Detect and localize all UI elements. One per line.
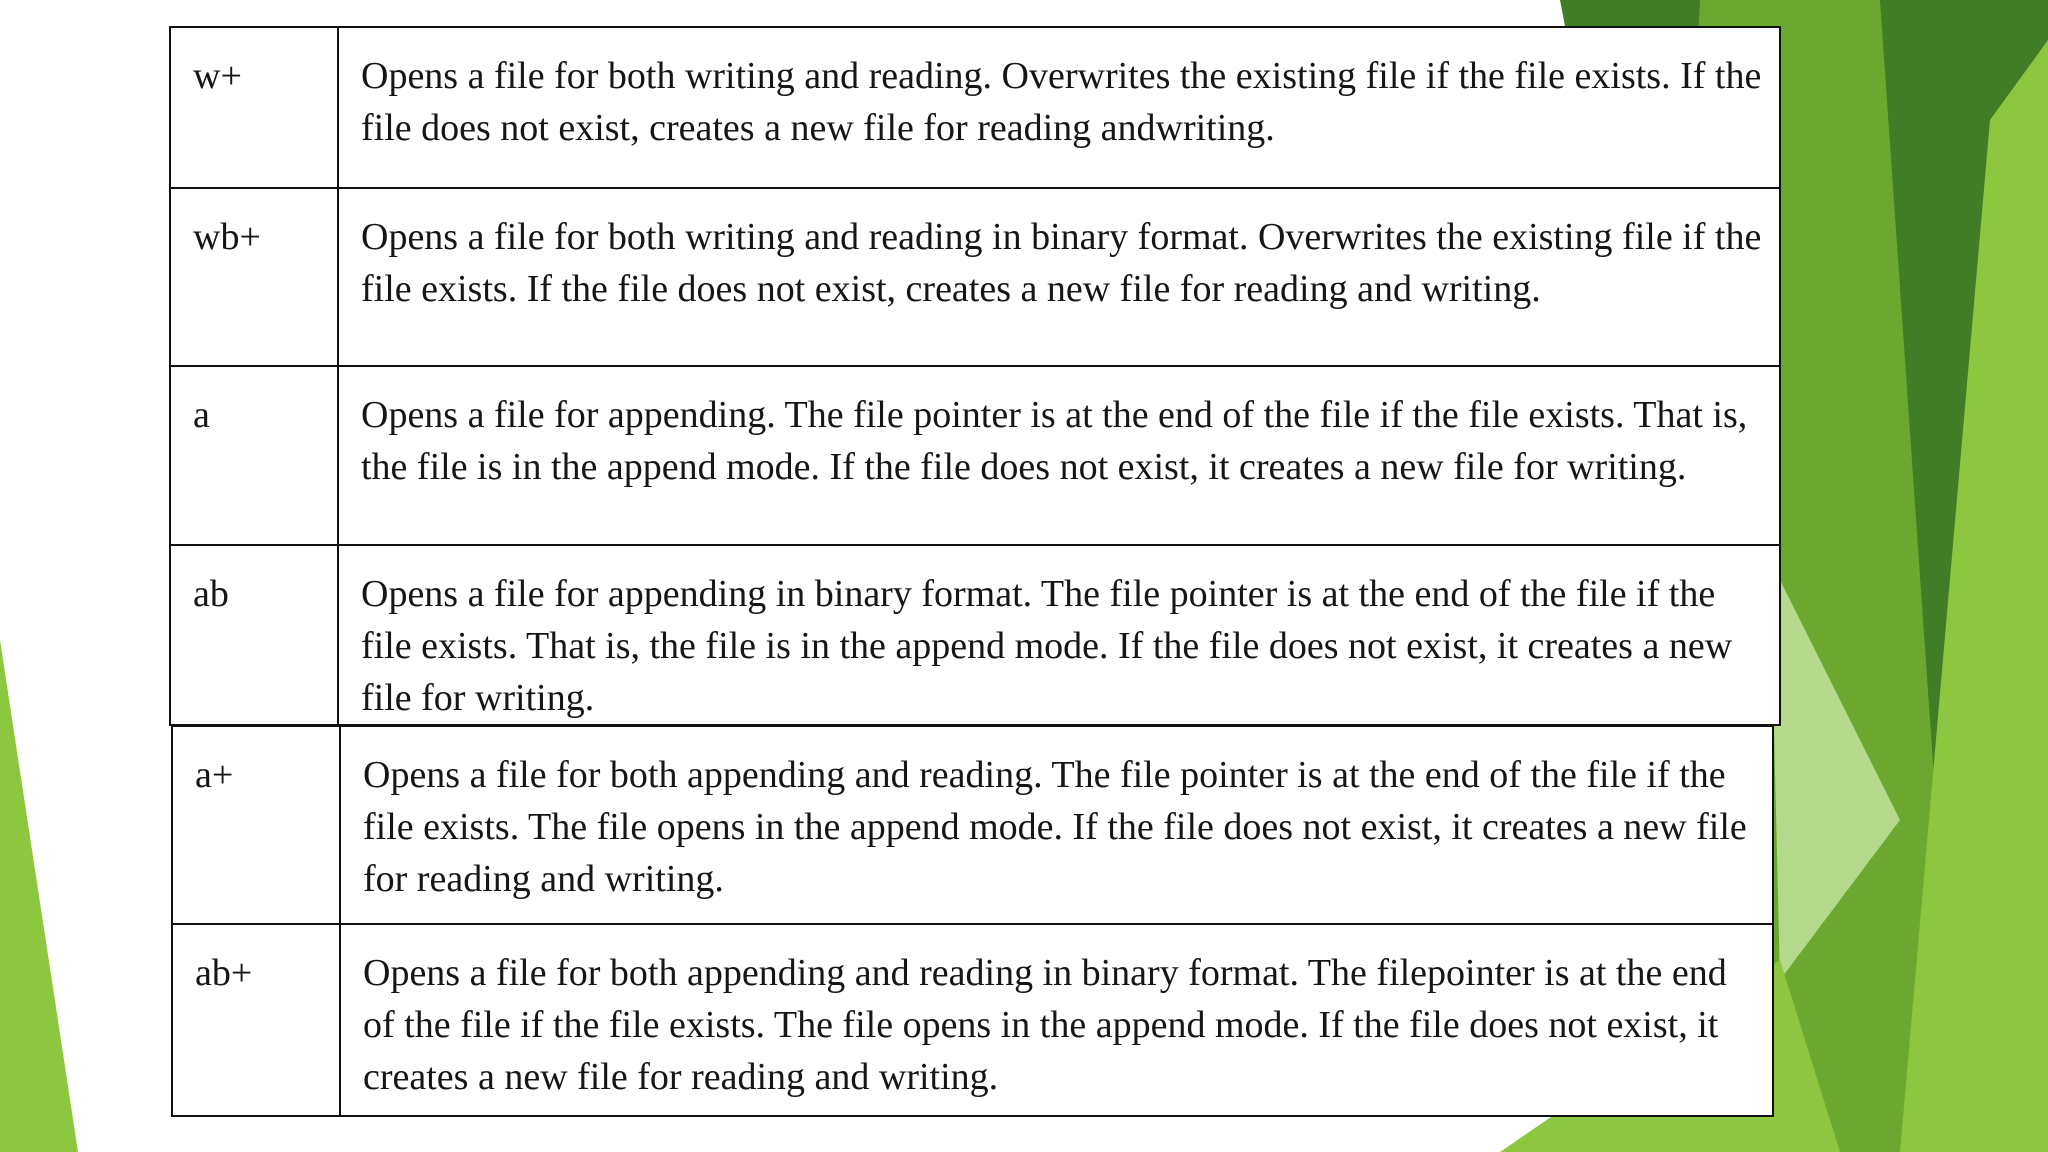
mode-description: Opens a file for both writing and reading. Overwrites the existing file if the file exists. If the file does not exist, creates a new file for reading andwriting.: [361, 55, 1762, 149]
description-cell: [338, 188, 1780, 366]
table-row: [170, 27, 1780, 188]
mode-label: ab+: [195, 952, 253, 994]
mode-cell: [170, 545, 338, 725]
table-row: [170, 545, 1780, 725]
mode-description: Opens a file for both appending and reading in binary format. The filepointer is at the end of the file if the file exists. The file opens in the append mode. If the file does not exist, it creates a new file for reading and writing.: [363, 952, 1727, 1098]
description-cell: [338, 27, 1780, 188]
mode-cell: [172, 726, 340, 924]
mode-label: ab: [193, 573, 229, 615]
description-cell: [340, 726, 1773, 924]
table-row: [172, 924, 1773, 1116]
description-cell: [338, 366, 1780, 545]
description-cell: [340, 924, 1773, 1116]
mode-description: Opens a file for appending in binary format. The file pointer is at the end of the file if the file exists. That is, the file is in the append mode. If the file does not exist, it creates a new file for writing.: [361, 573, 1733, 719]
file-modes-table-bottom: [171, 725, 1774, 1117]
mode-description: Opens a file for appending. The file pointer is at the end of the file if the file exists. That is, the file is in the append mode. If the file does not exist, it creates a new file for writing.: [361, 394, 1748, 488]
mode-description: Opens a file for both appending and reading. The file pointer is at the end of the file if the file exists. The file opens in the append mode. If the file does not exist, it creates a new file for reading and writing.: [363, 754, 1747, 900]
table-row: [170, 188, 1780, 366]
mode-cell: [170, 188, 338, 366]
file-modes-table-top: [169, 26, 1781, 726]
mode-cell: [170, 366, 338, 545]
mode-label: wb+: [193, 216, 261, 258]
table-row: [170, 366, 1780, 545]
table-row: [172, 726, 1773, 924]
mode-description: Opens a file for both writing and reading in binary format. Overwrites the existing file if the file exists. If the file does not exist, creates a new file for reading and writing.: [361, 216, 1762, 310]
description-cell: [338, 545, 1780, 725]
mode-label: a: [193, 394, 210, 436]
mode-label: w+: [193, 55, 242, 97]
left-green-shard: [0, 640, 78, 1152]
mode-cell: [170, 27, 338, 188]
mode-label: a+: [195, 754, 234, 796]
mode-cell: [172, 924, 340, 1116]
